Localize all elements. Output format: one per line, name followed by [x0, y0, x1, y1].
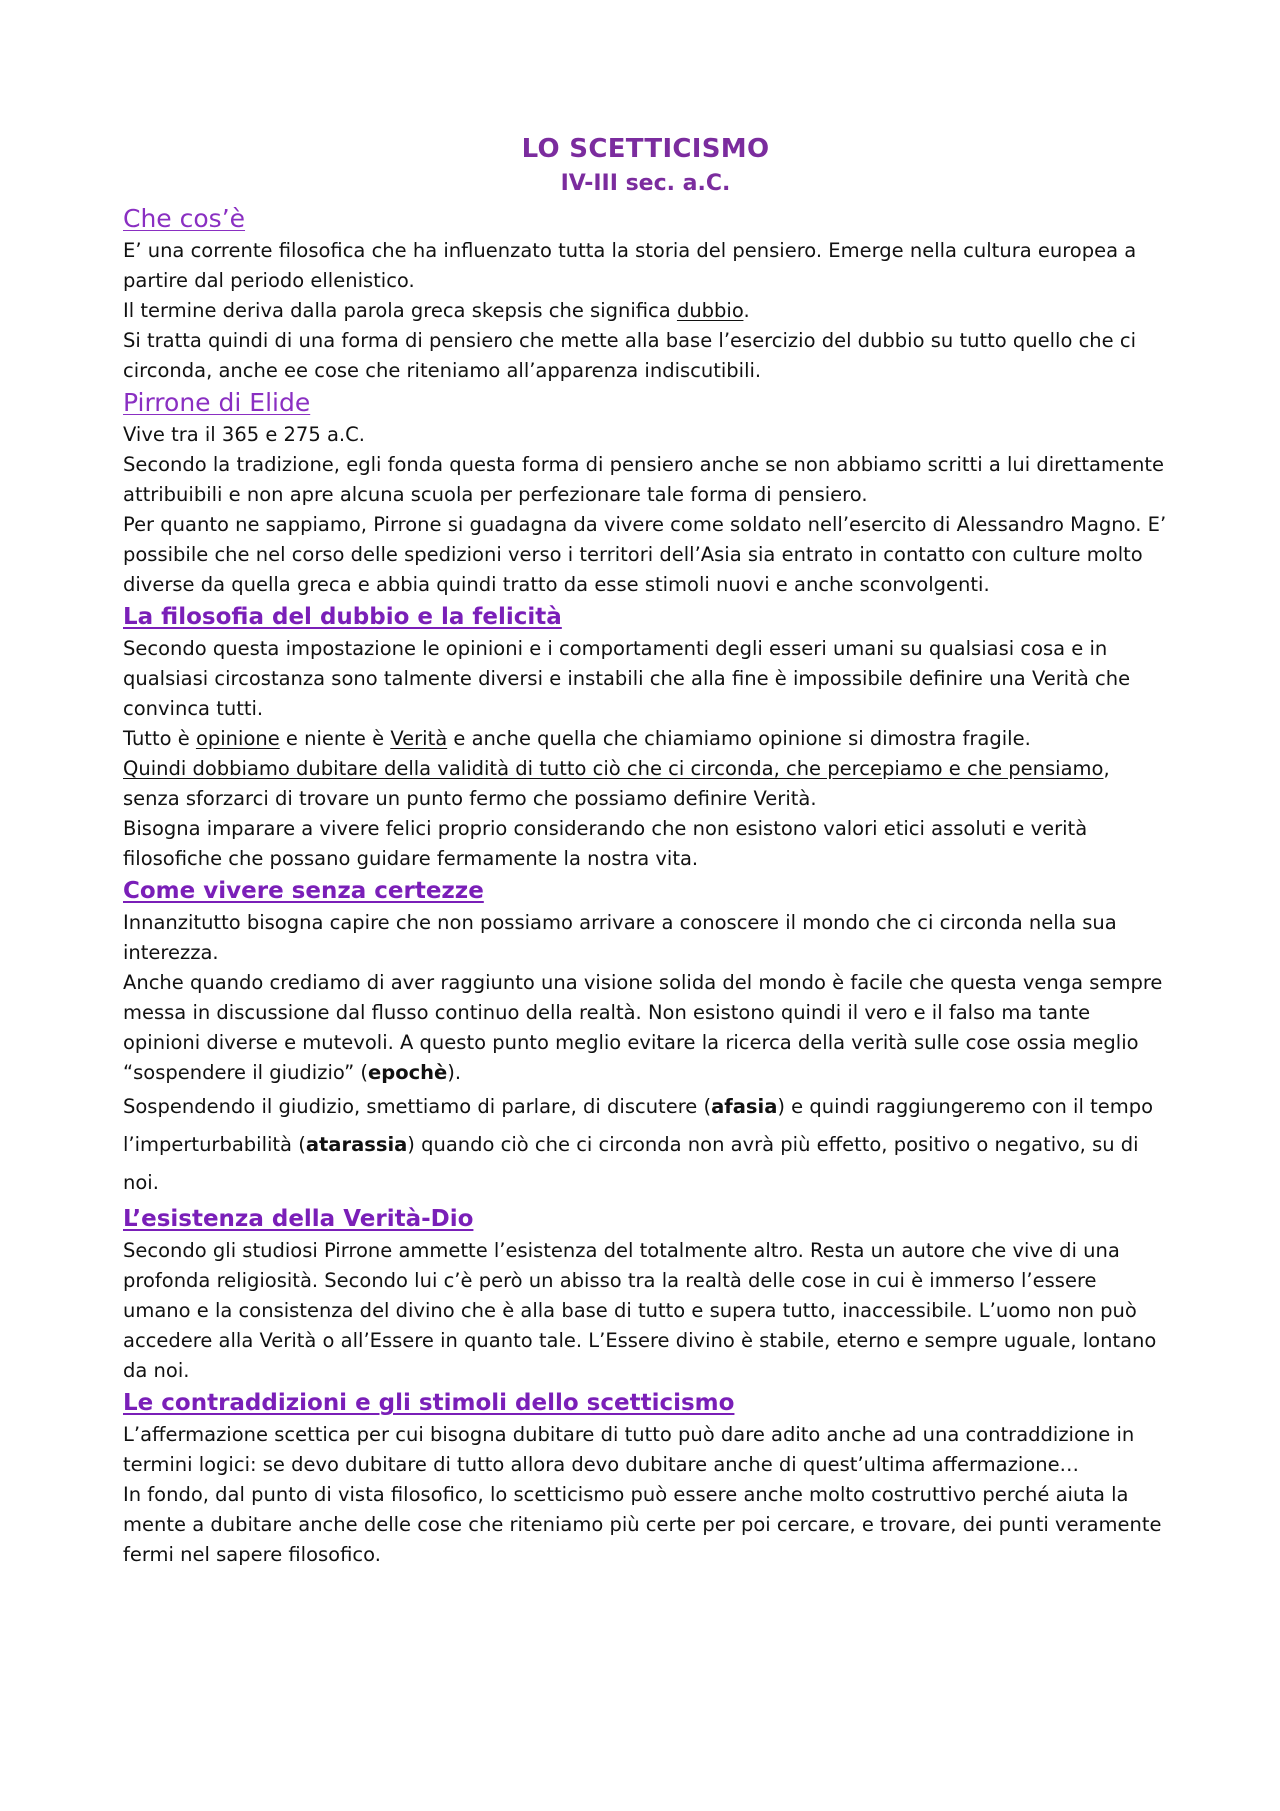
- paragraph: Vive tra il 365 e 275 a.C.: [123, 423, 365, 446]
- text-run: Sospendendo il giudizio, smettiamo di parlare, di discutere (: [123, 1095, 712, 1118]
- text-run: ).: [447, 1061, 462, 1084]
- section-heading-contradictions: Le contraddizioni e gli stimoli dello scetticismo: [123, 1390, 735, 1416]
- section-heading-what-is-it: Che cos’è: [123, 204, 246, 233]
- underlined-term: opinione: [195, 727, 280, 750]
- paragraph: [123, 754, 1168, 814]
- paragraph: [123, 1088, 1168, 1202]
- underlined-term: dubbio: [676, 299, 744, 322]
- paragraph: Bisogna imparare a vivere felici proprio considerando che non esistono valori etici assoluti e verità filosofiche che possano guidare fermamente la nostra vita.: [123, 817, 1088, 870]
- document-page: [123, 130, 1168, 1570]
- underlined-phrase: Quindi dobbiamo dubitare della validità di tutto ciò che ci circonda, che percepiamo e che pensiamo: [123, 757, 1104, 780]
- text-run: e anche quella che chiamiamo opinione si dimostra fragile.: [447, 727, 1031, 750]
- paragraph: Secondo la tradizione, egli fonda questa forma di pensiero anche se non abbiamo scritti a lui direttamente attribuibili e non apre alcuna scuola per perfezionare tale forma di pensiero.: [123, 453, 1164, 506]
- paragraph: In fondo, dal punto di vista filosofico, lo scetticismo può essere anche molto costruttivo perché aiuta la mente a dubitare anche delle cose che riteniamo più certe per poi cercare, e trovare, dei punti veramente fermi nel sapere filosofico.: [123, 1483, 1162, 1566]
- paragraph: L’affermazione scettica per cui bisogna dubitare di tutto può dare adito anche ad una contraddizione in termini logici: se devo dubitare di tutto allora devo dubitare anche di quest’ultima affermazione…: [123, 1423, 1135, 1476]
- paragraph: [123, 296, 1168, 326]
- text-run: Anche quando crediamo di aver raggiunto una visione solida del mondo è facile che questa venga sempre messa in discussione dal flusso continuo della realtà. Non esistono quindi il vero e il falso ma tante opinioni diverse e mutevoli. A questo punto meglio evitare la ricerca della verità sulle cose ossia meglio “sospendere il giudizio” (: [123, 971, 1163, 1084]
- section-heading-doubt-happiness: La filosofia del dubbio e la felicità: [123, 604, 562, 630]
- paragraph: Innanzitutto bisogna capire che non possiamo arrivare a conoscere il mondo che ci circonda nella sua interezza.: [123, 911, 1117, 964]
- document-subtitle: IV-III sec. a.C.: [560, 171, 731, 196]
- paragraph: Secondo gli studiosi Pirrone ammette l’esistenza del totalmente altro. Resta un autore che vive di una profonda religiosità. Secondo lui c’è però un abisso tra la realtà delle cose in cui è immerso l’essere umano e la consistenza del divino che è alla base di tutto e supera tutto, inaccessibile. L’uomo non può accedere alla Verità o all’Essere in quanto tale. L’Essere divino è stabile, eterno e sempre uguale, lontano da noi.: [123, 1239, 1157, 1382]
- section-heading-pirrone: Pirrone di Elide: [123, 388, 311, 417]
- underlined-term: Verità: [390, 727, 448, 750]
- document-title: LO SCETTICISMO: [521, 134, 770, 164]
- text-run: Tutto è: [123, 727, 196, 750]
- paragraph: Si tratta quindi di una forma di pensiero che mette alla base l’esercizio del dubbio su tutto quello che ci circonda, anche ee cose che riteniamo all’apparenza indiscutibili.: [123, 329, 1136, 382]
- text-run: Il termine deriva dalla parola greca skepsis che significa: [123, 299, 677, 322]
- text-run: e niente è: [279, 727, 391, 750]
- text-run: .: [743, 299, 750, 322]
- bold-term: atarassia: [305, 1133, 408, 1156]
- paragraph: [123, 968, 1168, 1088]
- section-heading-living-without-certainty: Come vivere senza certezze: [123, 878, 484, 904]
- section-heading-truth-god: L’esistenza della Verità-Dio: [123, 1206, 474, 1232]
- text-run: , senza sforzarci di trovare un punto fermo che possiamo definire Verità.: [123, 757, 1110, 810]
- paragraph: Secondo questa impostazione le opinioni e i comportamenti degli esseri umani su qualsiasi cosa e in qualsiasi circostanza sono talmente diversi e instabili che alla fine è impossibile definire una Verità che convinca tutti.: [123, 637, 1131, 720]
- text-run: ) quando ciò che ci circonda non avrà più effetto, positivo o negativo, su di noi.: [123, 1133, 1139, 1194]
- paragraph: E’ una corrente filosofica che ha influenzato tutta la storia del pensiero. Emerge nella cultura europea a partire dal periodo ellenistico.: [123, 239, 1137, 292]
- bold-term: afasia: [711, 1095, 778, 1118]
- bold-term: epochè: [368, 1061, 448, 1084]
- paragraph: Per quanto ne sappiamo, Pirrone si guadagna da vivere come soldato nell’esercito di Alessandro Magno. E’ possibile che nel corso delle spedizioni verso i territori dell’Asia sia entrato in contatto con culture molto diverse da quella greca e abbia quindi tratto da esse stimoli nuovi e anche sconvolgenti.: [123, 513, 1167, 596]
- paragraph: [123, 724, 1168, 754]
- text-run: ) e quindi raggiungeremo con il tempo l’imperturbabilità (: [123, 1095, 1154, 1156]
